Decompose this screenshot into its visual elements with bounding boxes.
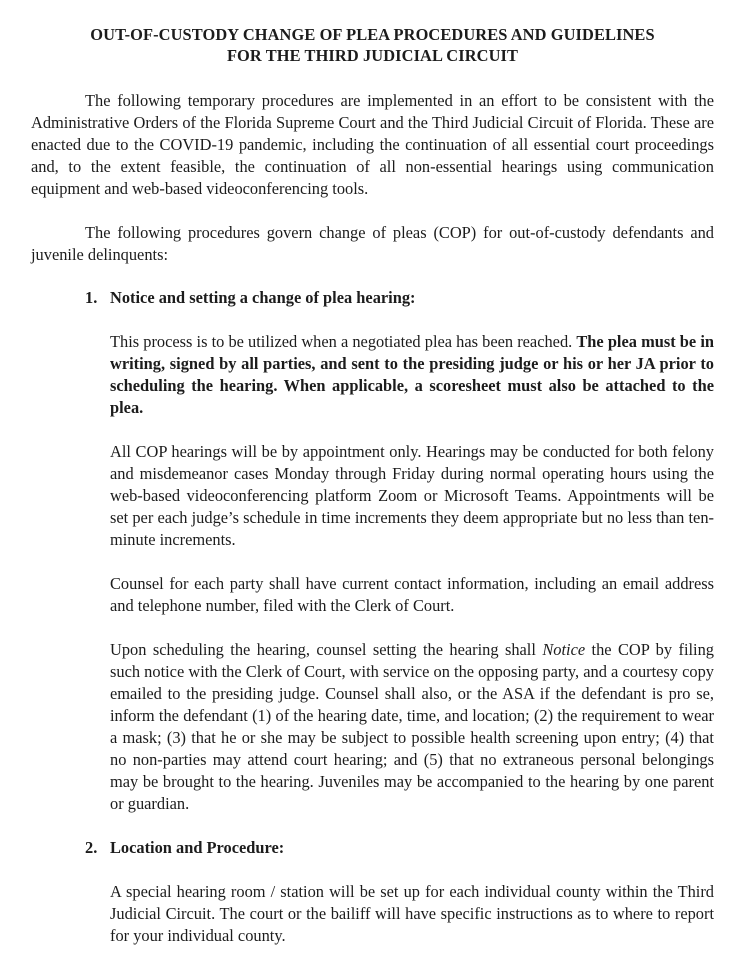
section-1-body bbox=[110, 331, 714, 815]
intro-paragraph-1: The following temporary procedures are implemented in an effort to be consistent with the Administrative Orders of the Florida Supreme Court and the Third Judicial Circuit of Florida. These are enacted due to the COVID-19 pandemic, including the continuation of all essential court proceedings and, to the extent feasible, the continuation of all non-essential hearings using communication equipment and web-based videoconferencing tools. bbox=[31, 91, 714, 198]
document-page bbox=[31, 24, 714, 947]
section-1-paragraph-4-text-b: the COP by filing such notice with the Clerk of Court, with service on the opposing party, and a courtesy copy emailed to the presiding judge. Counsel shall also, or the ASA if the defendant is pro se, inform the defendant (1) of the hearing date, time, and location; (2) the requirement to wear a mask; (3) that he or she may be subject to possible health screening upon entry; (4) that no non-parties may attend court hearing; and (5) that no extraneous personal belongings may be brought to the hearing. Juveniles may be accompanied to the hearing by one parent or guardian. bbox=[110, 640, 714, 813]
section-2 bbox=[31, 837, 714, 947]
document-title bbox=[31, 24, 714, 66]
title-line-1: OUT-OF-CUSTODY CHANGE OF PLEA PROCEDURES AND GUIDELINES bbox=[90, 25, 655, 44]
intro-paragraph-2: The following procedures govern change of pleas (COP) for out-of-custody defendants and juvenile delinquents: bbox=[31, 223, 714, 264]
section-1-paragraph-1 bbox=[110, 331, 714, 419]
section-2-body bbox=[110, 881, 714, 947]
section-1-number: 1. bbox=[85, 288, 98, 307]
section-2-paragraph-1: A special hearing room / station will be set up for each individual county within the Third Judicial Circuit. The court or the bailiff will have specific instructions as to where to report for your individual county. bbox=[110, 882, 714, 945]
section-2-number: 2. bbox=[85, 838, 98, 857]
section-1-paragraph-2: All COP hearings will be by appointment only. Hearings may be conducted for both felony and misdemeanor cases Monday through Friday during normal operating hours using the web-based videoconferencing platform Zoom or Microsoft Teams. Appointments will be set per each judge’s schedule in time increments they deem appropriate but no less than ten-minute increments. bbox=[110, 442, 714, 549]
section-1-paragraph-4-text-a: Upon scheduling the hearing, counsel setting the hearing shall bbox=[110, 640, 543, 659]
title-line-2: FOR THE THIRD JUDICIAL CIRCUIT bbox=[226, 46, 519, 65]
section-1-heading: Notice and setting a change of plea hearing: bbox=[110, 288, 416, 307]
section-1-paragraph-4-italic: Notice bbox=[542, 640, 586, 659]
section-2-heading: Location and Procedure: bbox=[110, 838, 285, 857]
section-1-paragraph-4 bbox=[110, 639, 714, 815]
section-1-paragraph-1-bold-text: The plea must be in writing, signed by all parties, and sent to the presiding judge or his or her JA prior to scheduling the hearing. When applicable, a scoresheet must also be attached to the plea. bbox=[110, 332, 714, 417]
section-1-paragraph-3: Counsel for each party shall have current contact information, including an email address and telephone number, filed with the Clerk of Court. bbox=[110, 574, 714, 615]
section-1-paragraph-1-text: This process is to be utilized when a negotiated plea has been reached. bbox=[110, 332, 577, 351]
section-1 bbox=[31, 287, 714, 815]
